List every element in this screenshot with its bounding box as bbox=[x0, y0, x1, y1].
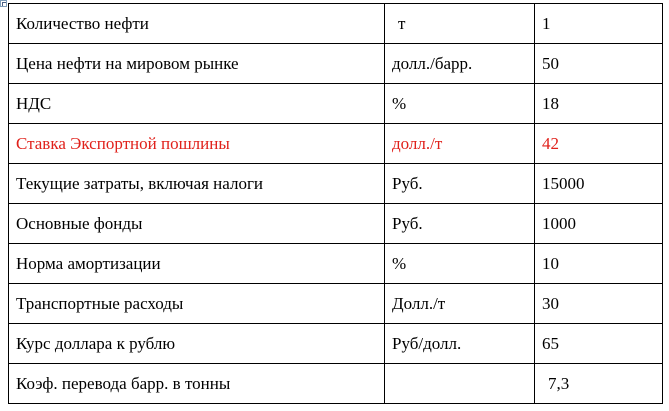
table-row bbox=[9, 244, 663, 284]
table-move-handle-icon[interactable] bbox=[0, 0, 7, 7]
table-row-highlighted bbox=[9, 124, 663, 164]
unit-cell[interactable]: долл./барр. bbox=[385, 44, 535, 84]
parameter-name-cell[interactable]: Ставка Экспортной пошлины bbox=[9, 124, 385, 164]
unit-cell[interactable]: % bbox=[385, 84, 535, 124]
unit-cell[interactable]: % bbox=[385, 244, 535, 284]
unit-cell[interactable]: Руб/долл. bbox=[385, 324, 535, 364]
parameter-name-cell[interactable]: Основные фонды bbox=[9, 204, 385, 244]
value-cell[interactable]: 15000 bbox=[535, 164, 663, 204]
table-row bbox=[9, 164, 663, 204]
parameter-name-cell[interactable]: Текущие затраты, включая налоги bbox=[9, 164, 385, 204]
parameter-name-cell[interactable]: Количество нефти bbox=[9, 4, 385, 44]
table-row bbox=[9, 84, 663, 124]
value-cell[interactable]: 1000 bbox=[535, 204, 663, 244]
value-cell[interactable]: 7,3 bbox=[535, 364, 663, 404]
parameter-name-cell[interactable]: Курс доллара к рублю bbox=[9, 324, 385, 364]
table-row bbox=[9, 44, 663, 84]
unit-cell[interactable]: Долл./т bbox=[385, 284, 535, 324]
unit-cell[interactable]: долл./т bbox=[385, 124, 535, 164]
table-row bbox=[9, 284, 663, 324]
table-row bbox=[9, 324, 663, 364]
table-row bbox=[9, 4, 663, 44]
parameter-name-cell[interactable]: НДС bbox=[9, 84, 385, 124]
unit-cell[interactable]: Руб. bbox=[385, 164, 535, 204]
table-row bbox=[9, 204, 663, 244]
parameter-name-cell[interactable]: Цена нефти на мировом рынке bbox=[9, 44, 385, 84]
value-cell[interactable]: 30 bbox=[535, 284, 663, 324]
parameter-name-cell[interactable]: Коэф. перевода барр. в тонны bbox=[9, 364, 385, 404]
parameter-name-cell[interactable]: Норма амортизации bbox=[9, 244, 385, 284]
parameter-name-cell[interactable]: Транспортные расходы bbox=[9, 284, 385, 324]
unit-cell[interactable]: т bbox=[385, 4, 535, 44]
unit-cell[interactable]: Руб. bbox=[385, 204, 535, 244]
value-cell[interactable]: 18 bbox=[535, 84, 663, 124]
value-cell[interactable]: 1 bbox=[535, 4, 663, 44]
table-row bbox=[9, 364, 663, 404]
value-cell[interactable]: 50 bbox=[535, 44, 663, 84]
value-cell[interactable]: 10 bbox=[535, 244, 663, 284]
value-cell[interactable]: 65 bbox=[535, 324, 663, 364]
unit-cell[interactable] bbox=[385, 364, 535, 404]
parameters-table bbox=[8, 3, 663, 404]
value-cell[interactable]: 42 bbox=[535, 124, 663, 164]
